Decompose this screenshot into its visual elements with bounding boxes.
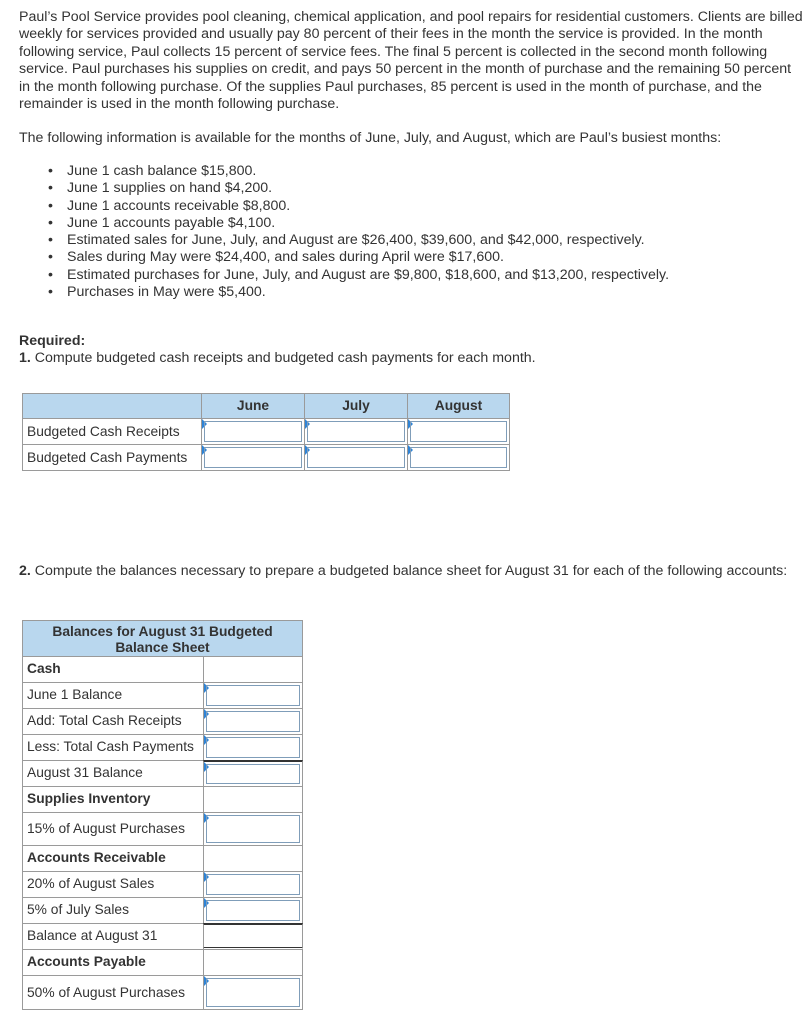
total-receipts-input[interactable] <box>203 708 303 735</box>
column-header-july: July <box>304 393 408 419</box>
june-receipts-input[interactable] <box>201 418 305 445</box>
august-receipts-input[interactable] <box>407 418 510 445</box>
total-payments-input[interactable] <box>203 734 303 761</box>
section-supplies: Supplies Inventory <box>22 786 204 813</box>
required-heading: Required: <box>19 333 86 349</box>
question-1-text: Compute budgeted cash receipts and budgeted cash payments for each month. <box>30 350 536 366</box>
list-item: • June 1 accounts receivable $8,800. <box>48 198 788 215</box>
row-label-june1-balance: June 1 Balance <box>22 682 204 709</box>
supplies-inventory-input[interactable] <box>203 812 303 846</box>
column-header-august: August <box>407 393 510 419</box>
june1-balance-input[interactable] <box>203 682 303 709</box>
row-label-supplies-15: 15% of August Purchases <box>22 812 204 846</box>
ar-july-sales-input[interactable] <box>203 897 303 924</box>
table-corner <box>22 393 202 419</box>
row-label-add-receipts: Add: Total Cash Receipts <box>22 708 204 735</box>
column-header-june: June <box>201 393 305 419</box>
accounts-payable-input[interactable] <box>203 975 303 1010</box>
problem-intro: Paul’s Pool Service provides pool cleaning, chemical application, and pool repairs for residential customers. Clients are billed weekly for services provided and usually pay 80 percent of their fees in the month the service is provided. In the month following service, Paul collects 15 percent of service fees. The final 5 percent is collected in the second month following service. Paul purchases his supplies on credit, and pays 50 percent in the month of purchase and the remaining 50 percent in the month following purchase. Of the supplies Paul purchases, 85 percent is used in the month of purchase, and the remainder is used in the month following purchase. <box>19 9 803 113</box>
list-item: • Purchases in May were $5,400. <box>48 284 788 301</box>
row-label-ar-balance: Balance at August 31 <box>22 923 204 950</box>
empty-cell <box>203 949 303 976</box>
facts-list <box>48 163 788 301</box>
section-accounts-payable: Accounts Payable <box>22 949 204 976</box>
list-item: • Estimated sales for June, July, and August are $26,400, $39,600, and $42,000, respectively. <box>48 232 788 249</box>
july-receipts-input[interactable] <box>304 418 408 445</box>
row-label-cash-receipts: Budgeted Cash Receipts <box>22 418 202 445</box>
section-cash: Cash <box>22 656 204 683</box>
row-label-less-payments: Less: Total Cash Payments <box>22 734 204 761</box>
balance-sheet-header: Balances for August 31 Budgeted Balance Sheet <box>22 620 303 657</box>
question-2-text: Compute the balances necessary to prepare a budgeted balance sheet for August 31 for each of the following accounts: <box>30 563 788 579</box>
row-label-aug31-balance: August 31 Balance <box>22 760 204 787</box>
section-accounts-receivable: Accounts Receivable <box>22 845 204 872</box>
question-2-number: 2. <box>19 563 31 579</box>
row-label-cash-payments: Budgeted Cash Payments <box>22 444 202 471</box>
ar-august-sales-input[interactable] <box>203 871 303 898</box>
empty-cell <box>203 845 303 872</box>
row-label-ap-50: 50% of August Purchases <box>22 975 204 1010</box>
info-lead: The following information is available for the months of June, July, and August, which are Paul’s busiest months: <box>19 130 722 146</box>
list-item: • Sales during May were $24,400, and sales during April were $17,600. <box>48 249 788 266</box>
ar-balance-cell <box>203 923 303 950</box>
list-item: • June 1 supplies on hand $4,200. <box>48 180 788 197</box>
question-1 <box>19 350 536 367</box>
aug31-cash-balance-input[interactable] <box>203 760 303 787</box>
question-2 <box>19 563 789 580</box>
question-1-number: 1. <box>19 350 31 366</box>
empty-cell <box>203 786 303 813</box>
june-payments-input[interactable] <box>201 444 305 471</box>
august-payments-input[interactable] <box>407 444 510 471</box>
list-item: • Estimated purchases for June, July, and August are $9,800, $18,600, and $13,200, respectively. <box>48 267 788 284</box>
row-label-ar-5: 5% of July Sales <box>22 897 204 924</box>
row-label-ar-20: 20% of August Sales <box>22 871 204 898</box>
list-item: • June 1 cash balance $15,800. <box>48 163 788 180</box>
list-item: • June 1 accounts payable $4,100. <box>48 215 788 232</box>
empty-cell <box>203 656 303 683</box>
july-payments-input[interactable] <box>304 444 408 471</box>
